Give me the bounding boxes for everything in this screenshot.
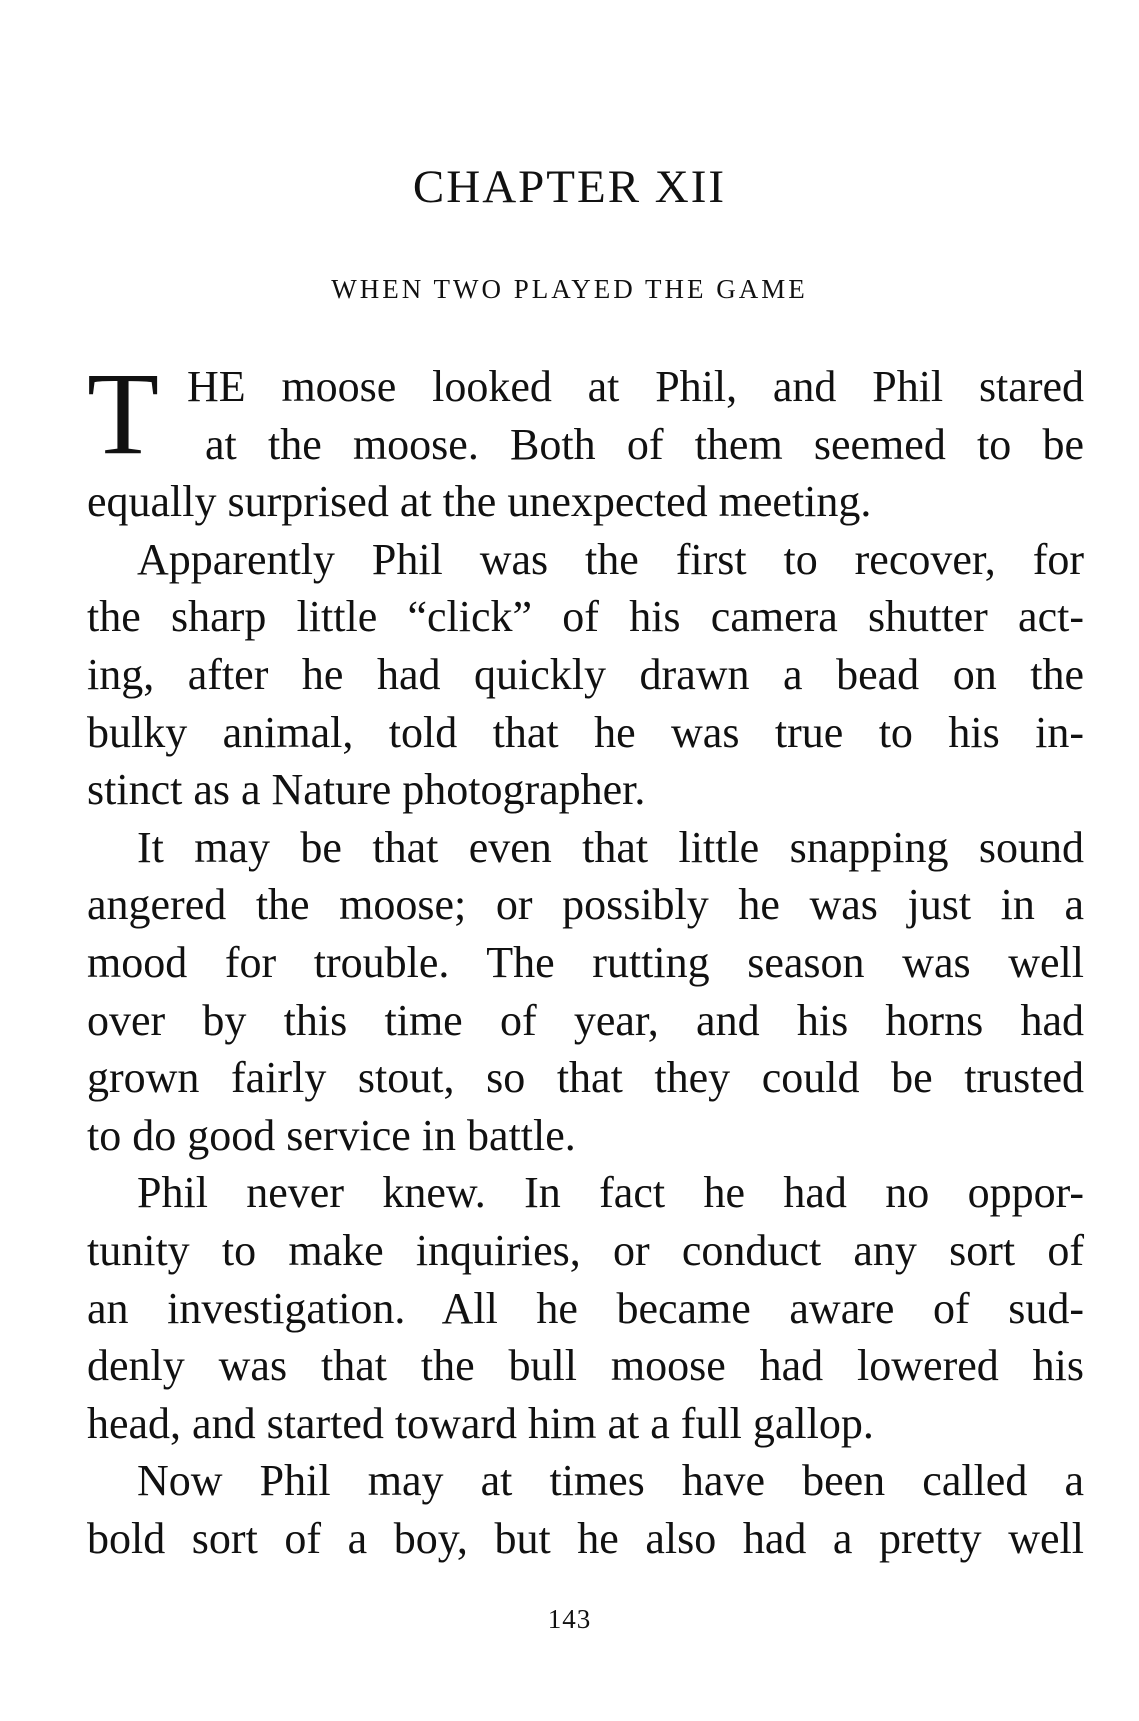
text-line: It may be that even that little snapping sound (137, 822, 1084, 872)
text-line: to do good service in battle. (87, 1110, 576, 1160)
text-line: angered the moose; or possibly he was just in a (87, 880, 1084, 930)
paragraph-3 (87, 819, 1084, 1165)
body-text (87, 348, 1084, 1567)
page-number: 143 (547, 1604, 592, 1634)
text-line: mood for trouble. The rutting season was well (87, 937, 1084, 987)
text-line: over by this time of year, and his horns had (87, 995, 1084, 1045)
text-line: Now Phil may at times have been called a (137, 1456, 1084, 1506)
text-line: Apparently Phil was the first to recover, for (137, 534, 1084, 584)
text-line: grown fairly stout, so that they could be trusted (87, 1053, 1084, 1103)
chapter-subtitle: WHEN TWO PLAYED THE GAME (331, 274, 808, 304)
text-line: tunity to make inquiries, or conduct any sort of (87, 1225, 1084, 1275)
paragraph-4 (87, 1164, 1084, 1452)
text-line: stinct as a Nature photographer. (87, 765, 646, 815)
text-line: denly was that the bull moose had lowered his (87, 1341, 1084, 1391)
paragraph-2 (87, 531, 1084, 819)
text-line: HE moose looked at Phil, and Phil stared (187, 362, 1084, 411)
paragraph-5 (87, 1452, 1084, 1567)
text-line: head, and started toward him at a full gallop. (87, 1398, 874, 1448)
text-line: bulky animal, told that he was true to his in- (87, 707, 1084, 757)
text-line: Phil never knew. In fact he had no oppor- (137, 1168, 1084, 1218)
chapter-title: CHAPTER XII (412, 161, 727, 213)
text-line: equally surprised at the unexpected meeting. (87, 477, 872, 527)
text-line: bold sort of a boy, but he also had a pretty well (87, 1513, 1084, 1563)
text-line: ing, after he had quickly drawn a bead on the (87, 649, 1084, 699)
paragraph-1 (87, 348, 1084, 531)
drop-cap: T (87, 348, 160, 479)
text-line: the sharp little “click” of his camera shutter act- (87, 592, 1084, 642)
text-line: at the moose. Both of them seemed to be (205, 419, 1084, 469)
text-line: an investigation. All he became aware of sud- (87, 1283, 1084, 1333)
